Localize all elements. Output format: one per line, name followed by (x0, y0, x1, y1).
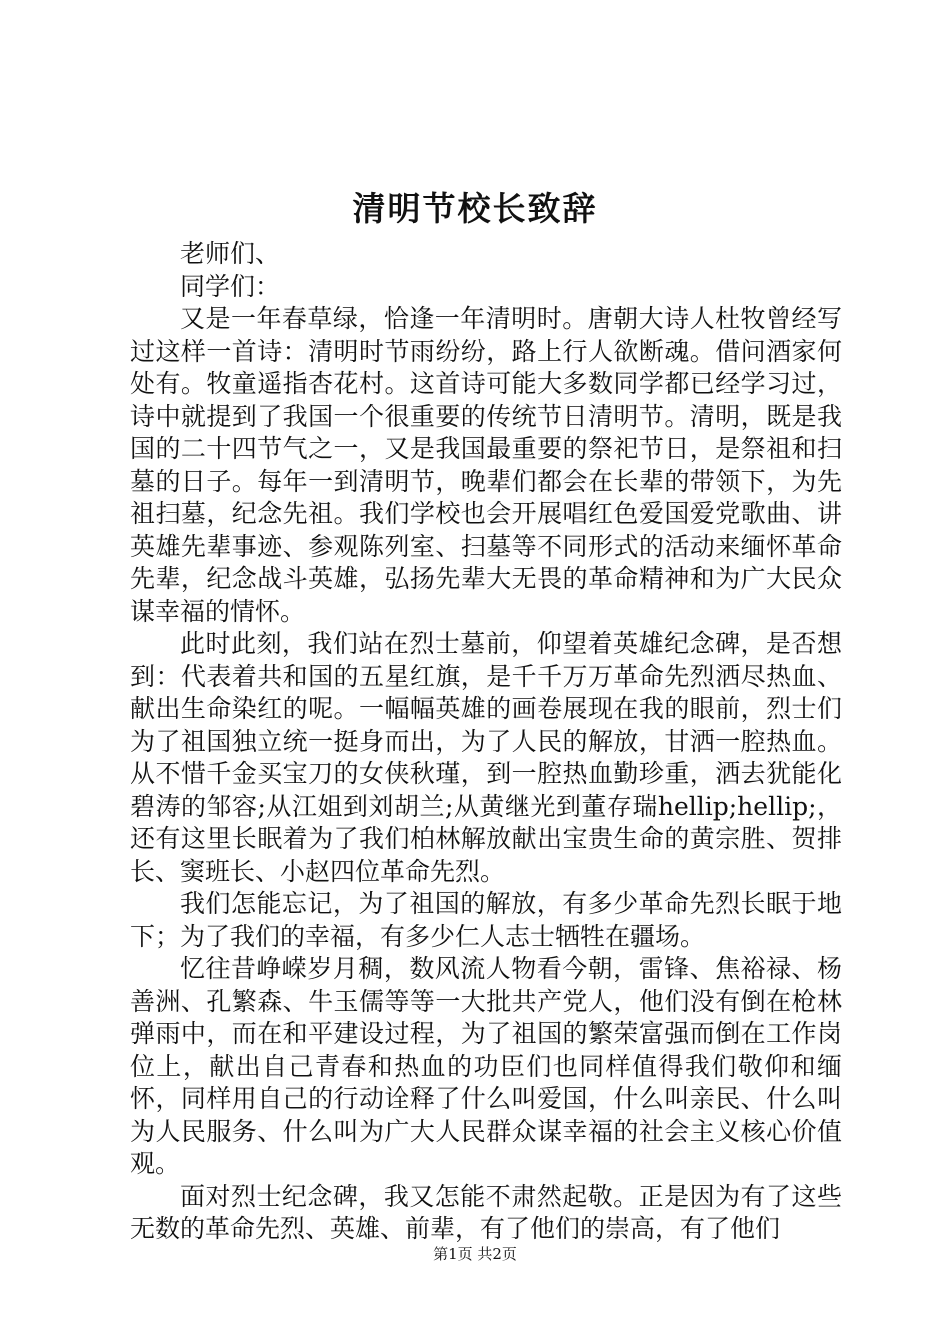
document-title: 清明节校长致辞 (352, 189, 598, 228)
body-paragraph: 又是一年春草绿，恰逢一年清明时。唐朝大诗人杜牧曾经写过这样一首诗：清明时节雨纷纷，路上行人欲断魂。借问酒家何处有。牧童遥指杏花村。这首诗可能大多数同学都已经学习过，诗中就提到了我国一个很重要的传统节日清明节。清明，既是我国的二十四节气之一，又是我国最重要的祭祀节日，是祭祖和扫墓的日子。每年一到清明节，晚辈们都会在长辈的带领下，为先祖扫墓，纪念先祖。我们学校也会开展唱红色爱国爱党歌曲、讲英雄先辈事迹、参观陈列室、扫墓等不同形式的活动来缅怀革命先辈，纪念战斗英雄，弘扬先辈大无畏的革命精神和为广大民众谋幸福的情怀。 (130, 304, 842, 626)
body-paragraph: 面对烈士纪念碑，我又怎能不肃然起敬。正是因为有了这些无数的革命先烈、英雄、前辈，有了他们的崇高，有了他们 (130, 1181, 842, 1243)
body-paragraph: 我们怎能忘记，为了祖国的解放，有多少革命先烈长眠于地下；为了我们的幸福，有多少仁人志士牺牲在疆场。 (130, 889, 842, 951)
body-paragraph: 此时此刻，我们站在烈士墓前，仰望着英雄纪念碑，是否想到：代表着共和国的五星红旗，是千千万万革命先烈洒尽热血、献出生命染红的呢。一幅幅英雄的画卷展现在我的眼前，烈士们为了祖国独立统一挺身而出，为了人民的解放，甘洒一腔热血。从不惜千金买宝刀的女侠秋瑾，到一腔热血勤珍重，洒去犹能化碧涛的邹容;从江姐到刘胡兰;从黄继光到董存瑞hellip;hellip;，还有这里长眠着为了我们柏林解放献出宝贵生命的黄宗胜、贺排长、窦班长、小赵四位革命先烈。 (130, 629, 842, 886)
document-body (130, 238, 842, 1246)
salutation-teachers: 老师们、 (180, 239, 281, 268)
salutation-students: 同学们： (180, 271, 281, 301)
body-paragraph: 忆往昔峥嵘岁月稠，数风流人物看今朝，雷锋、焦裕禄、杨善洲、孔繁森、牛玉儒等等一大批共产党人，他们没有倒在枪林弹雨中，而在和平建设过程，为了祖国的繁荣富强而倒在工作岗位上，献出自己青春和热血的功臣们也同样值得我们敬仰和缅怀，同样用自己的行动诠释了什么叫爱国，什么叫亲民、什么叫为人民服务、什么叫为广大人民群众谋幸福的社会主义核心价值观。 (130, 954, 842, 1178)
page-number-footer: 第1页 共2页 (433, 1245, 517, 1263)
